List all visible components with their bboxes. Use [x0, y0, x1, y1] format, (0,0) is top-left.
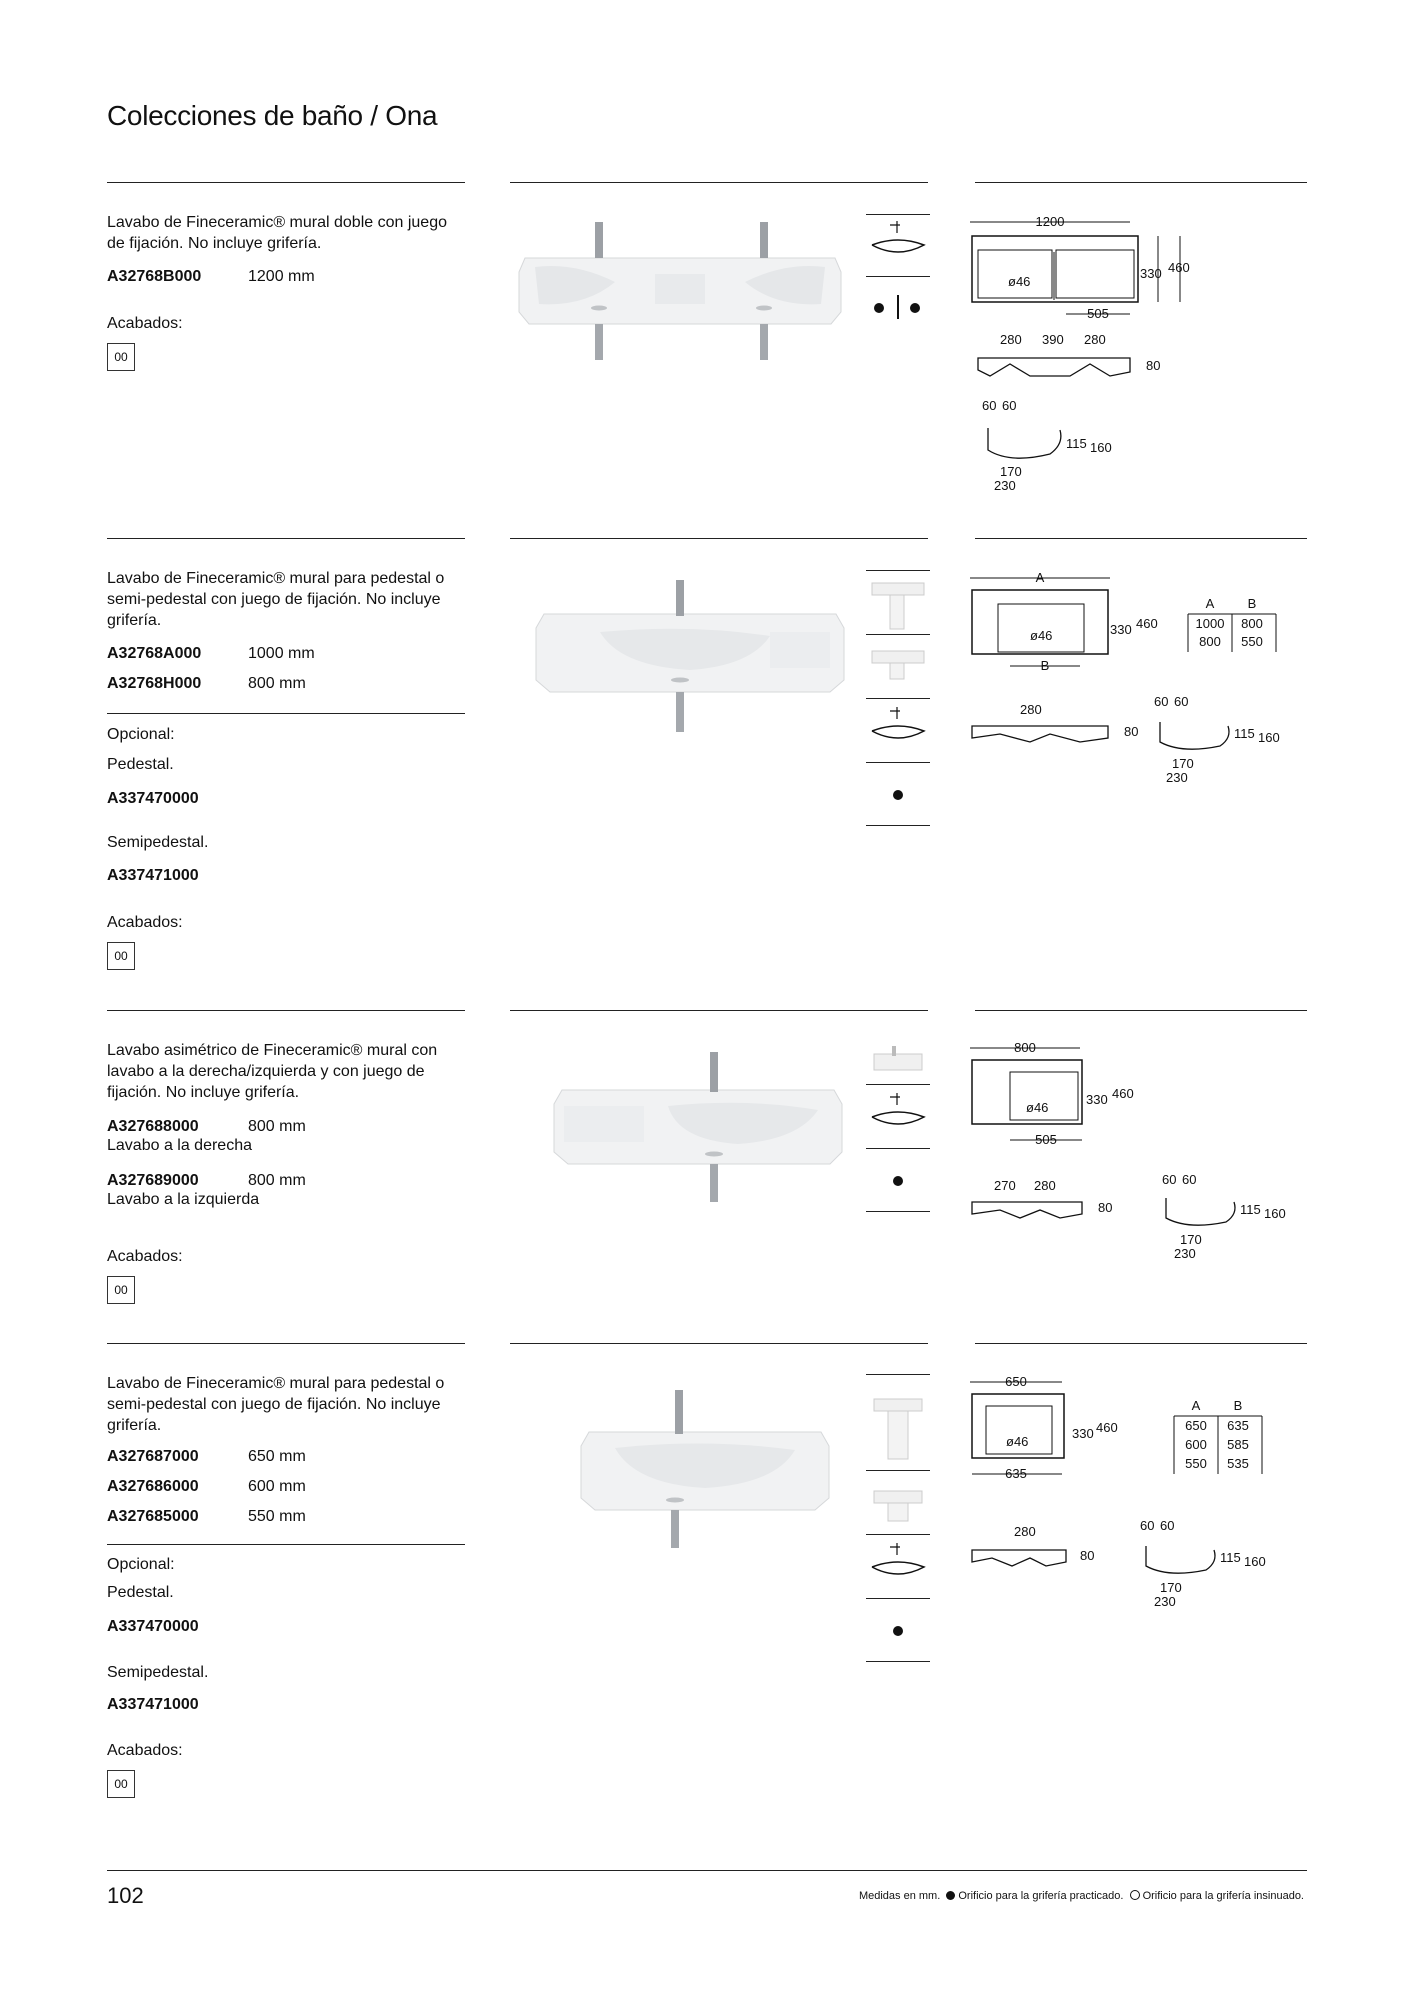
page-number: 102 [107, 1883, 144, 1908]
technical-drawing [970, 1036, 1310, 1266]
dim-side: 60 [1162, 1172, 1177, 1187]
dim-side: 170 [1160, 1580, 1182, 1595]
product-code: A327688000 [107, 1118, 199, 1135]
dimension-table [1188, 596, 1276, 652]
table-header: A [1191, 1398, 1201, 1413]
product-code: A327686000 [107, 1478, 199, 1495]
optional-label: Opcional: [107, 1556, 175, 1573]
dim-depth2: 460 [1136, 616, 1158, 631]
semipedestal-icon [866, 1470, 930, 1534]
table-cell: 550 [1241, 634, 1263, 649]
dim-side: 60 [1154, 694, 1169, 709]
divider [107, 538, 465, 539]
finish-swatch[interactable]: 00 [107, 1276, 135, 1304]
divider [107, 1010, 465, 1011]
double-basin-image [515, 212, 845, 372]
wall-mount-icon [866, 214, 930, 276]
dim-depth1: 330 [1072, 1426, 1094, 1441]
wall-mount-icon [866, 698, 930, 762]
finishes-label: Acabados: [107, 1742, 183, 1759]
dim-bottom: 635 [1005, 1466, 1027, 1481]
product-photo [530, 570, 850, 740]
dim-offset: 390 [1042, 332, 1064, 347]
product-size: 550 mm [248, 1508, 306, 1525]
product-size: 650 mm [248, 1448, 306, 1465]
dim-height: 80 [1098, 1200, 1113, 1215]
dim-height: 80 [1146, 358, 1161, 373]
dim-height: 80 [1080, 1548, 1095, 1563]
wall-mount-icon [866, 1534, 930, 1598]
empty-circle-icon [1130, 1890, 1140, 1900]
finishes-label: Acabados: [107, 1248, 183, 1265]
product-description: Lavabo de Fineceramic® mural para pedestal o semi-pedestal con juego de fijación. No incluye grifería. [107, 1375, 445, 1434]
dim-width: 800 [1014, 1040, 1036, 1055]
dim-side: 230 [1174, 1246, 1196, 1261]
filled-circle-icon [946, 1891, 955, 1900]
dim-hole: ø46 [1026, 1100, 1049, 1115]
dim-depth2: 460 [1096, 1420, 1118, 1435]
product-size: 800 mm [248, 1172, 306, 1189]
dim-side: 230 [1154, 1594, 1176, 1609]
dim-hole: ø46 [1006, 1434, 1029, 1449]
technical-drawing [970, 566, 1310, 796]
dim-side: 115 [1240, 1202, 1261, 1217]
product-code: A32768H000 [107, 675, 202, 692]
product-size: 1200 mm [248, 268, 315, 285]
dim-depth2: 460 [1168, 260, 1190, 275]
dim-side: 60 [1002, 398, 1017, 413]
dim-side: 60 [982, 398, 997, 413]
product-size: 800 mm [248, 675, 306, 692]
footnote-filled: Orificio para la grifería practicado. [958, 1890, 1124, 1902]
basin-image [530, 570, 850, 740]
pedestal-code: A337470000 [107, 1618, 199, 1635]
dim-side: 170 [1000, 464, 1022, 479]
tap-hole-icon [866, 1598, 930, 1662]
divider [975, 538, 1307, 539]
table-cell: 550 [1185, 1456, 1207, 1471]
dim-depth1: 330 [1086, 1092, 1108, 1107]
dim-side: 170 [1180, 1232, 1202, 1247]
dim-side: 230 [994, 478, 1016, 493]
technical-drawing [970, 1370, 1310, 1610]
dim-offset: 280 [1014, 1524, 1036, 1539]
table-cell: 535 [1227, 1456, 1249, 1471]
semipedestal-label: Semipedestal. [107, 834, 209, 851]
dim-offset: 280 [1000, 332, 1022, 347]
finish-swatch[interactable]: 00 [107, 942, 135, 970]
asymmetric-basin-image [548, 1040, 848, 1210]
divider [510, 1010, 928, 1011]
dim-side: 160 [1264, 1206, 1286, 1221]
divider [107, 1343, 465, 1344]
table-cell: 800 [1241, 616, 1263, 631]
dimension-table [1174, 1398, 1262, 1474]
dim-side: 160 [1090, 440, 1112, 455]
tap-hole-icon [866, 1148, 930, 1212]
dim-offset: 280 [1020, 702, 1042, 717]
product-photo [515, 212, 845, 372]
pedestal-label: Pedestal. [107, 1584, 174, 1601]
table-cell: 600 [1185, 1437, 1207, 1452]
dim-spacing: 505 [1035, 1132, 1057, 1147]
table-cell: 585 [1227, 1437, 1249, 1452]
dim-side: 60 [1140, 1518, 1155, 1533]
table-cell: 1000 [1195, 616, 1225, 631]
product-code: A32768B000 [107, 268, 202, 285]
semipedestal-code: A337471000 [107, 1696, 199, 1713]
technical-drawing [970, 210, 1310, 500]
product-code: A327685000 [107, 1508, 199, 1525]
dim-side: 230 [1166, 770, 1188, 785]
dim-side: 60 [1160, 1518, 1175, 1533]
divider [107, 182, 465, 183]
dim-side: 60 [1182, 1172, 1197, 1187]
footnote-prefix: Medidas en mm. [858, 1890, 941, 1902]
dim-offset: 280 [1084, 332, 1106, 347]
page-title: Colecciones de baño / Ona [107, 100, 438, 131]
product-code: A327689000 [107, 1172, 199, 1189]
product-description: Lavabo asimétrico de Fineceramic® mural con lavabo a la derecha/izquierda y con juego de fijación. No incluye grifería. [107, 1042, 438, 1101]
semipedestal-code: A337471000 [107, 867, 199, 884]
table-cell: 635 [1227, 1418, 1249, 1433]
product-code: A32768A000 [107, 645, 202, 662]
dim-depth1: 330 [1140, 266, 1162, 281]
table-header: A [1205, 596, 1215, 611]
footnote-empty: Orificio para la grifería insinuado. [1142, 1890, 1304, 1902]
optional-label: Opcional: [107, 726, 175, 743]
finishes-label: Acabados: [107, 914, 183, 931]
product-note: Lavabo a la derecha [107, 1137, 252, 1154]
dim-width: 650 [1005, 1374, 1027, 1389]
divider [510, 182, 928, 183]
product-description: Lavabo de Fineceramic® mural para pedestal o semi-pedestal con juego de fijación. No incluye grifería. [107, 570, 445, 629]
pedestal-code: A337470000 [107, 790, 199, 807]
dim-depth2: 460 [1112, 1086, 1134, 1101]
semipedestal-icon [866, 634, 930, 698]
pedestal-label: Pedestal. [107, 756, 174, 773]
divider [975, 1343, 1307, 1344]
table-header: B [1233, 1398, 1243, 1413]
divider [107, 713, 465, 714]
dim-width: 1200 [1035, 214, 1065, 229]
dim-side: 160 [1258, 730, 1280, 745]
product-photo [548, 1040, 848, 1210]
basin-image [575, 1378, 835, 1558]
divider [975, 182, 1307, 183]
table-cell: 800 [1199, 634, 1221, 649]
product-description: Lavabo de Fineceramic® mural doble con juego de fijación. No incluye grifería. [107, 214, 447, 252]
finish-swatch[interactable]: 00 [107, 1770, 135, 1798]
dim-hole: ø46 [1030, 628, 1053, 643]
tap-hole-icon [866, 762, 930, 826]
dim-side: 160 [1244, 1554, 1266, 1569]
divider [510, 538, 928, 539]
dim-side: 115 [1234, 726, 1255, 741]
semipedestal-label: Semipedestal. [107, 1664, 209, 1681]
table-header: B [1247, 596, 1257, 611]
wall-mount-icon [866, 1084, 930, 1148]
dim-depth1: 330 [1110, 622, 1132, 637]
pedestal-icon [866, 1374, 930, 1470]
product-code: A327687000 [107, 1448, 199, 1465]
dim-height: 80 [1124, 724, 1139, 739]
footer-divider [107, 1870, 1307, 1871]
finishes-label: Acabados: [107, 315, 183, 332]
dim-side: 170 [1172, 756, 1194, 771]
table-cell: 650 [1185, 1418, 1207, 1433]
product-size: 800 mm [248, 1118, 306, 1135]
divider [975, 1010, 1307, 1011]
dim-side: 60 [1174, 694, 1189, 709]
dim-offset: 270 [994, 1178, 1016, 1193]
product-size: 600 mm [248, 1478, 306, 1495]
dim-b: B [1040, 658, 1050, 673]
finish-swatch[interactable]: 00 [107, 343, 135, 371]
tap-holes-icon [866, 276, 930, 338]
divider [510, 1343, 928, 1344]
dim-hole: ø46 [1008, 274, 1031, 289]
footnote [859, 1890, 1304, 1902]
divider [107, 1544, 465, 1545]
basin-icon [866, 1040, 930, 1084]
product-size: 1000 mm [248, 645, 315, 662]
dim-side: 115 [1066, 436, 1087, 451]
product-note: Lavabo a la izquierda [107, 1191, 260, 1208]
dim-offset: 280 [1034, 1178, 1056, 1193]
product-photo [575, 1378, 835, 1558]
dim-side: 115 [1220, 1550, 1241, 1565]
pedestal-icon [866, 570, 930, 634]
dim-a: A [1035, 570, 1045, 585]
dim-spacing: 505 [1087, 306, 1109, 321]
